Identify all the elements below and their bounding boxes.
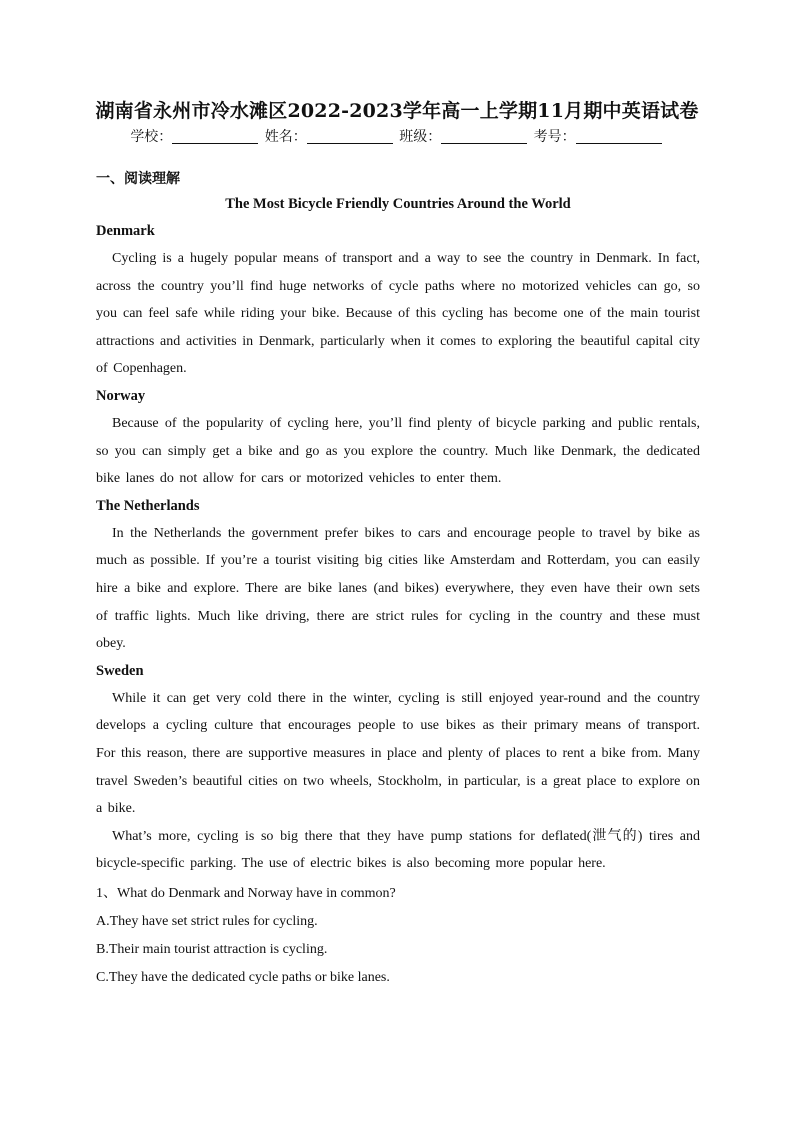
- name-blank[interactable]: [307, 129, 393, 144]
- country-heading-sweden: Sweden: [96, 662, 144, 679]
- section-heading: 一、阅读理解: [96, 171, 180, 187]
- paragraph-netherlands: In the Netherlands the government prefer bikes to cars and encourage people to travel by bike as much as possible. If you’re a tourist visiting big cities like Amsterdam and Rotterdam, you can easily hire a bike and explore. There are bike lanes (and bikes) everywhere, they even have their own sets of traffic lights. Much like driving, there are strict rules for cycling in the country and these must obey.: [96, 525, 700, 652]
- question-1-stem: 1、What do Denmark and Norway have in common?: [96, 885, 396, 901]
- paragraph-sweden-1: While it can get very cold there in the winter, cycling is still enjoyed year-round and the country develops a cycling culture that encourages people to use bikes as their primary means of transport. For this reason, there are supportive measures in place and plenty of places to rent a bike from. Many travel Sweden’s beautiful cities on two wheels, Stockholm, in particular, is a great place to explore on a bike.: [96, 690, 700, 817]
- name-label: 姓名：: [264, 129, 307, 145]
- paragraph-norway: Because of the popularity of cycling here, you’ll find plenty of bicycle parking and public rentals, so you can simply get a bike and go as you explore the country. Much like Denmark, the dedicated bike lanes do not allow for cars or motorized vehicles to enter them.: [96, 415, 700, 487]
- student-info-line: [0, 126, 794, 146]
- question-1-option-c[interactable]: C.They have the dedicated cycle paths or bike lanes.: [96, 969, 390, 985]
- question-1-option-a[interactable]: A.They have set strict rules for cycling.: [96, 913, 318, 929]
- question-1-option-b[interactable]: B.Their main tourist attraction is cycling.: [96, 941, 328, 957]
- exam-title: 湖南省永州市冷水滩区2022-2023学年高一上学期11月期中英语试卷: [95, 100, 699, 122]
- country-heading-norway: Norway: [96, 387, 146, 404]
- exam-number-blank[interactable]: [576, 129, 662, 144]
- exam-content: [96, 168, 700, 992]
- country-heading-netherlands: The Netherlands: [96, 497, 200, 514]
- class-label: 班级：: [399, 129, 442, 145]
- country-heading-denmark: Denmark: [96, 223, 155, 239]
- class-blank[interactable]: [441, 129, 527, 144]
- exam-number-label: 考号：: [533, 129, 576, 145]
- paragraph-denmark: Cycling is a hugely popular means of transport and a way to see the country in Denmark. In fact, across the country you’ll find huge networks of cycle paths where no motorized vehicles can go, so you can feel safe while riding your bike. Because of this cycling has become one of the main tourist attractions and activities in Denmark, particularly when it comes to exploring the beautiful capital city of Copenhagen.: [96, 251, 700, 377]
- passage-title: The Most Bicycle Friendly Countries Around the World: [225, 196, 571, 212]
- school-blank[interactable]: [172, 129, 258, 144]
- paragraph-sweden-2: What’s more, cycling is so big there that they have pump stations for deflated(泄气的) tires and bicycle-specific parking. The use of electric bikes is also becoming more popular here.: [96, 828, 700, 872]
- school-label: 学校：: [130, 129, 173, 145]
